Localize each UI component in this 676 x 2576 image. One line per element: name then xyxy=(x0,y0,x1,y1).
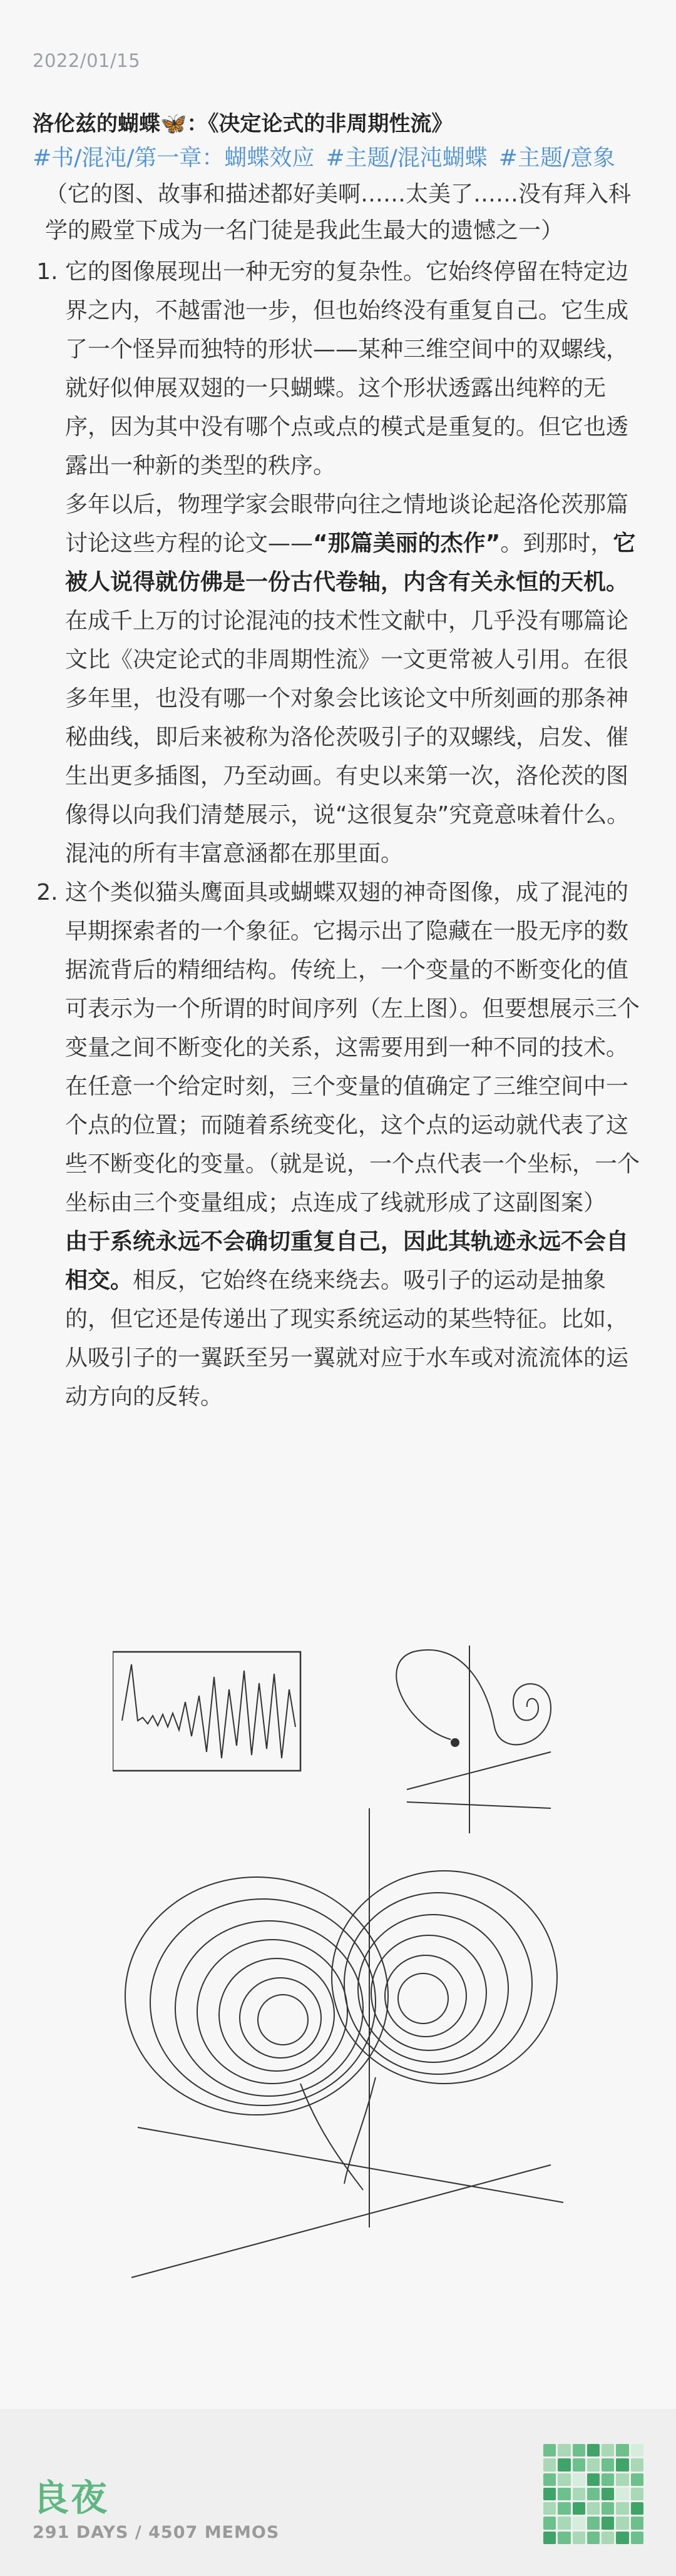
heatmap-cell xyxy=(616,2502,628,2515)
heatmap-cell xyxy=(573,2532,585,2544)
tag-link[interactable]: #书/混沌/第一章：蝴蝶效应 xyxy=(33,145,315,171)
heatmap-cell xyxy=(616,2488,628,2500)
memo-intro: （它的图、故事和描述都好美啊……太美了……没有拜入科学的殿堂下成为一名门徒是我此生最大的遗憾之一） xyxy=(45,181,632,243)
heatmap-cell xyxy=(631,2444,643,2456)
heatmap-cell xyxy=(587,2532,600,2544)
bold-text: 它被人说得就仿佛是一份古代卷轴，内含有关永恒的天机。 xyxy=(65,531,636,595)
bold-text: “那篇美丽的杰作” xyxy=(313,531,501,556)
list-item xyxy=(65,253,648,873)
time-series-line xyxy=(122,1664,295,1758)
heatmap-cell xyxy=(616,2458,628,2471)
heatmap-cell xyxy=(631,2517,643,2529)
tag-list xyxy=(33,140,648,176)
heatmap-cell xyxy=(543,2502,556,2515)
heatmap-cell xyxy=(631,2458,643,2471)
heatmap-cell xyxy=(543,2458,556,2471)
memo-date: 2022/01/15 xyxy=(33,50,141,71)
heatmap-cell xyxy=(587,2517,600,2529)
bold-text: 由于系统永远不会确切重复自己，因此其轨迹永远不会自相交。 xyxy=(65,1229,629,1293)
footer-bar xyxy=(0,2409,676,2576)
heatmap-cell xyxy=(587,2458,600,2471)
heatmap-cell xyxy=(602,2458,614,2471)
heatmap-cell xyxy=(587,2473,600,2486)
heatmap-cell xyxy=(616,2473,628,2486)
heatmap-cell xyxy=(631,2532,643,2544)
tag-link[interactable]: #主题/意象 xyxy=(498,145,616,171)
paragraph: 2. 这个类似猫头鹰面具或蝴蝶双翅的神奇图像，成了混沌的早期探索者的一个象征。它揭示出了隐藏在一股无序的数据流背后的精细结构。传统上，一个变量的不断变化的值可表示为一个所谓的时间序列（左上图）。但要想展示三个变量之间不断变化的关系，这需要用到一种不同的技术。在任意一个给定时刻，三个变量的值确定了三维空间中一个点的位置；而随着系统变化，这个点的运动就代表了这些不断变化的变量。（就是说，一个点代表一个坐标，一个坐标由三个变量组成；点连成了线就形成了这副图案） xyxy=(65,880,640,1216)
heatmap-cell xyxy=(558,2444,570,2456)
memo-list xyxy=(33,253,648,1417)
text-span: 。到那时， xyxy=(500,531,613,556)
paragraph: 在成千上万的讨论混沌的技术性文献中，几乎没有哪篇论文比《决定论式的非周期性流》一文更常被人引用。在很多年里，也没有哪一个对象会比该论文中所刻画的那条神秘曲线，即后来被称为洛伦茨吸引子的双螺线，启发、催生出更多插图，乃至动画。有史以来第一次，洛伦茨的图像得以向我们清楚展示，说“这很复杂”究竟意味着什么。混沌的所有丰富意涵都在那里面。 xyxy=(65,608,630,867)
memo-stats: 291 DAYS / 4507 MEMOS xyxy=(33,2523,280,2542)
heatmap-cell xyxy=(602,2532,614,2544)
text-span: 相反，它始终在绕来绕去。吸引子的运动是抽象的，但它还是传递出了现实系统运动的某些特征。比如，从吸引子的一翼跃至另一翼就对应于水车或对流流体的运动方向的反转。 xyxy=(65,1268,629,1410)
heatmap-cell xyxy=(543,2473,556,2486)
heatmap-cell xyxy=(573,2458,585,2471)
heatmap-cell xyxy=(558,2502,570,2515)
heatmap-cell xyxy=(543,2532,556,2544)
lorenz-attractor-illustration xyxy=(113,1602,563,2303)
heatmap-cell xyxy=(602,2517,614,2529)
memo-card xyxy=(33,0,648,1417)
heatmap-cell xyxy=(558,2532,570,2544)
heatmap-cell xyxy=(573,2517,585,2529)
paragraph xyxy=(65,486,648,602)
paragraph: 1. 它的图像展现出一种无穷的复杂性。它始终停留在特定边界之内，不越雷池一步，但也始终没有重复自己。它生成了一个怪异而独特的形状——某种三维空间中的双螺线，就好似伸展双翅的一只蝴蝶。这个形状透露出纯粹的无序，因为其中没有哪个点或点的模式是重复的。但它也透露出一种新的类型的秩序。 xyxy=(65,259,629,479)
heatmap-cell xyxy=(543,2444,556,2456)
heatmap-cell xyxy=(616,2517,628,2529)
heatmap-cell xyxy=(602,2488,614,2500)
tag-link[interactable]: #主题/混沌蝴蝶 xyxy=(325,145,488,171)
activity-heatmap xyxy=(543,2444,643,2544)
heatmap-cell xyxy=(602,2502,614,2515)
heatmap-cell xyxy=(602,2473,614,2486)
heatmap-cell xyxy=(558,2458,570,2471)
heatmap-cell xyxy=(602,2444,614,2456)
brand-name: 良夜 xyxy=(33,2477,110,2519)
heatmap-cell xyxy=(631,2488,643,2500)
heatmap-cell xyxy=(543,2517,556,2529)
small-attractor-curve xyxy=(396,1650,551,1744)
heatmap-cell xyxy=(631,2473,643,2486)
heatmap-cell xyxy=(573,2488,585,2500)
text-span: 多年以后，物理学家会眼带向往之情地谈论起洛伦茨那篇讨论这些方程的论文—— xyxy=(65,492,629,556)
heatmap-cell xyxy=(558,2517,570,2529)
heatmap-cell xyxy=(543,2488,556,2500)
heatmap-cell xyxy=(587,2502,600,2515)
heatmap-cell xyxy=(616,2444,628,2456)
heatmap-cell xyxy=(631,2502,643,2515)
heatmap-cell xyxy=(573,2502,585,2515)
heatmap-cell xyxy=(573,2473,585,2486)
time-series-box xyxy=(113,1652,300,1771)
heatmap-cell xyxy=(558,2488,570,2500)
paragraph xyxy=(65,1223,648,1417)
heatmap-cell xyxy=(558,2473,570,2486)
heatmap-cell xyxy=(587,2444,600,2456)
heatmap-cell xyxy=(616,2532,628,2544)
heatmap-cell xyxy=(573,2444,585,2456)
list-item xyxy=(65,873,648,1417)
memo-title: 洛伦兹的蝴蝶🦋：《决定论式的非周期性流》 xyxy=(33,111,453,136)
heatmap-cell xyxy=(587,2488,600,2500)
